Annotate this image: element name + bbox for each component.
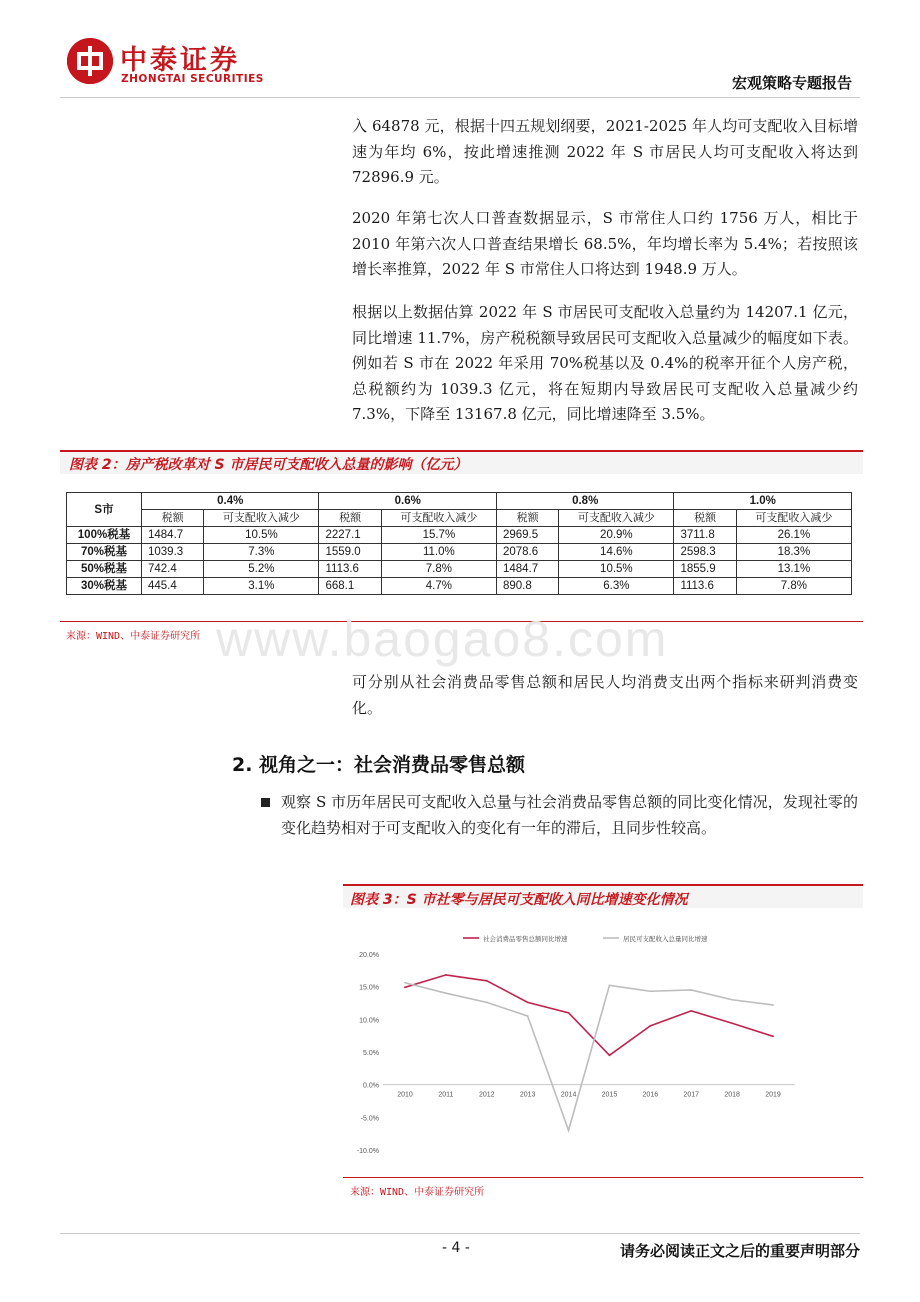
y-tick-label: 5.0%: [363, 1050, 379, 1057]
table-cell: 2227.1: [319, 527, 381, 544]
table-subheader: 税额: [674, 510, 736, 527]
table-header-rate: 0.6%: [319, 493, 496, 510]
table-corner: S市: [67, 493, 142, 527]
table-cell: 13.1%: [736, 561, 851, 578]
x-tick-label: 2015: [601, 1091, 618, 1099]
data-point: [731, 1022, 733, 1024]
table-cell: 445.4: [142, 578, 204, 595]
paragraph: 可分别从社会消费品零售总额和居民人均消费支出两个指标来研判消费变化。: [352, 673, 858, 717]
data-point: [690, 1010, 692, 1012]
tax-impact-table: [66, 492, 852, 595]
paragraph: 观察 S 市历年居民可支配收入总量与社会消费品零售总额的同比变化情况，发现社零的变化趋势相对于可支配收入的变化有一年的滞后，且同步性较高。: [281, 793, 858, 837]
table-cell: 20.9%: [559, 527, 674, 544]
y-tick-label: -10.0%: [356, 1148, 379, 1155]
x-tick-label: 2018: [724, 1091, 740, 1099]
table-subheader: 税额: [496, 510, 558, 527]
data-point: [568, 1012, 570, 1014]
table-row: [67, 527, 852, 544]
company-name-en: ZHONGTAI SECURITIES: [121, 73, 264, 85]
figure-title: 图表 2：房产税改革对 S 市居民可支配收入总量的影响（亿元）: [69, 457, 468, 473]
data-point: [731, 999, 733, 1001]
table-row-header: 70%税基: [67, 544, 142, 561]
paragraph: 入 64878 元，根据十四五规划纲要，2021-2025 年人均可支配收入目标增速为年均 6%，按此增速推测 2022 年 S 市居民人均可支配收入将达到 72896.9 元。: [352, 117, 858, 186]
growth-line-chart: [343, 918, 805, 1170]
figure-source: 来源：WIND、中泰证券研究所: [350, 1187, 485, 1198]
table-header-rate: 1.0%: [674, 493, 852, 510]
figure-bottom-rule: [343, 1177, 863, 1178]
y-tick-label: -5.0%: [360, 1115, 379, 1123]
data-point: [649, 1025, 651, 1027]
table-cell: 1039.3: [142, 544, 204, 561]
x-tick-label: 2016: [642, 1091, 659, 1099]
data-point: [404, 986, 406, 988]
table-cell: 5.2%: [204, 561, 319, 578]
table-cell: 2598.3: [674, 544, 736, 561]
x-tick-label: 2010: [397, 1091, 413, 1099]
y-tick-label: 20.0%: [359, 952, 379, 959]
paragraph: 根据以上数据估算 2022 年 S 市居民可支配收入总量约为 14207.1 亿元，同比增速 11.7%，房产税税额导致居民可支配收入总量减少的幅度如下表。例如若 S 市在 2022 年采用 70%税基以及 0.4%的税率开征个人房产税，总税额约为 1039.3 亿元，将在短期内导致居民可支配收入总量减少约 7.3%，下降至 13167.8 亿元，同比增速降至 3.5%。: [352, 303, 858, 423]
data-point: [690, 989, 692, 991]
table-row: [67, 561, 852, 578]
table-cell: 10.5%: [204, 527, 319, 544]
table-row-header: 30%税基: [67, 578, 142, 595]
data-point: [404, 982, 406, 984]
table-cell: 7.8%: [381, 561, 496, 578]
table-subheader: 可支配收入减少: [736, 510, 851, 527]
data-point: [527, 1001, 529, 1003]
watermark: www.baogao8.com: [216, 611, 669, 667]
table-row: [67, 578, 852, 595]
x-tick-label: 2014: [560, 1091, 577, 1099]
data-point: [609, 1054, 611, 1056]
x-tick-label: 2017: [683, 1091, 700, 1099]
table-cell: 26.1%: [736, 527, 851, 544]
table-cell: 4.7%: [381, 578, 496, 595]
table-row-header: 100%税基: [67, 527, 142, 544]
paragraph: 2020 年第七次人口普查数据显示，S 市常住人口约 1756 万人，相比于 2010 年第六次人口普查结果增长 68.5%，年均增长率为 5.4%；若按照该增长率推算，2022 年 S 市常住人口将达到 1948.9 万人。: [352, 209, 858, 278]
table-cell: 668.1: [319, 578, 381, 595]
disclaimer: 请务必阅读正文之后的重要声明部分: [619, 1242, 860, 1260]
table-subheader: 可支配收入减少: [559, 510, 674, 527]
table-header-rate: 0.4%: [142, 493, 319, 510]
y-tick-label: 15.0%: [359, 984, 379, 992]
figure-source: 来源：WIND、中泰证券研究所: [66, 631, 201, 642]
table-cell: 7.3%: [204, 544, 319, 561]
report-type: 宏观策略专题报告: [731, 74, 852, 92]
table-cell: 15.7%: [381, 527, 496, 544]
table-subheader: 税额: [319, 510, 381, 527]
company-logo-icon: [67, 38, 113, 84]
table-cell: 11.0%: [381, 544, 496, 561]
x-tick-label: 2012: [478, 1091, 495, 1099]
x-tick-label: 2011: [438, 1091, 454, 1099]
table-cell: 14.6%: [559, 544, 674, 561]
data-point: [772, 1004, 774, 1006]
data-point: [445, 992, 447, 994]
footer-divider: [60, 1233, 860, 1234]
table-cell: 6.3%: [559, 578, 674, 595]
page-number: - 4 -: [442, 1240, 470, 1256]
table-cell: 10.5%: [559, 561, 674, 578]
table-cell: 2078.6: [496, 544, 558, 561]
table-subheader: 税额: [142, 510, 204, 527]
table-cell: 2969.5: [496, 527, 558, 544]
table-row: [67, 544, 852, 561]
series-line: [405, 975, 773, 1055]
data-point: [486, 1001, 488, 1003]
table-cell: 3.1%: [204, 578, 319, 595]
table-cell: 1559.0: [319, 544, 381, 561]
figure-title: 图表 3：S 市社零与居民可支配收入同比增速变化情况: [350, 892, 688, 908]
data-point: [445, 974, 447, 976]
table-row-header: 50%税基: [67, 561, 142, 578]
table-cell: 1484.7: [496, 561, 558, 578]
table-cell: 742.4: [142, 561, 204, 578]
table-cell: 1113.6: [674, 578, 736, 595]
table-cell: 3711.8: [674, 527, 736, 544]
bullet-square-icon: [261, 798, 270, 807]
data-point: [772, 1035, 774, 1037]
y-tick-label: 10.0%: [359, 1017, 379, 1025]
table-cell: 1484.7: [142, 527, 204, 544]
table-cell: 1855.9: [674, 561, 736, 578]
data-point: [568, 1130, 570, 1132]
company-name-cn: 中泰证券: [120, 45, 240, 76]
data-point: [527, 1015, 529, 1017]
table-cell: 7.8%: [736, 578, 851, 595]
table-cell: 1113.6: [319, 561, 381, 578]
table-header-rate: 0.8%: [496, 493, 673, 510]
data-point: [609, 984, 611, 986]
x-tick-label: 2019: [765, 1091, 781, 1099]
section-heading: 2. 视角之一：社会消费品零售总额: [232, 754, 526, 776]
x-tick-label: 2013: [519, 1091, 536, 1099]
table-cell: 18.3%: [736, 544, 851, 561]
legend-label: 社会消费品零售总额同比增速: [483, 935, 568, 943]
data-point: [649, 990, 651, 992]
data-point: [486, 980, 488, 982]
table-cell: 890.8: [496, 578, 558, 595]
header-divider: [60, 97, 860, 98]
legend-label: 居民可支配收入总量同比增速: [623, 935, 708, 943]
table-subheader: 可支配收入减少: [204, 510, 319, 527]
series-line: [405, 983, 773, 1131]
y-tick-label: 0.0%: [363, 1082, 379, 1090]
table-subheader: 可支配收入减少: [381, 510, 496, 527]
